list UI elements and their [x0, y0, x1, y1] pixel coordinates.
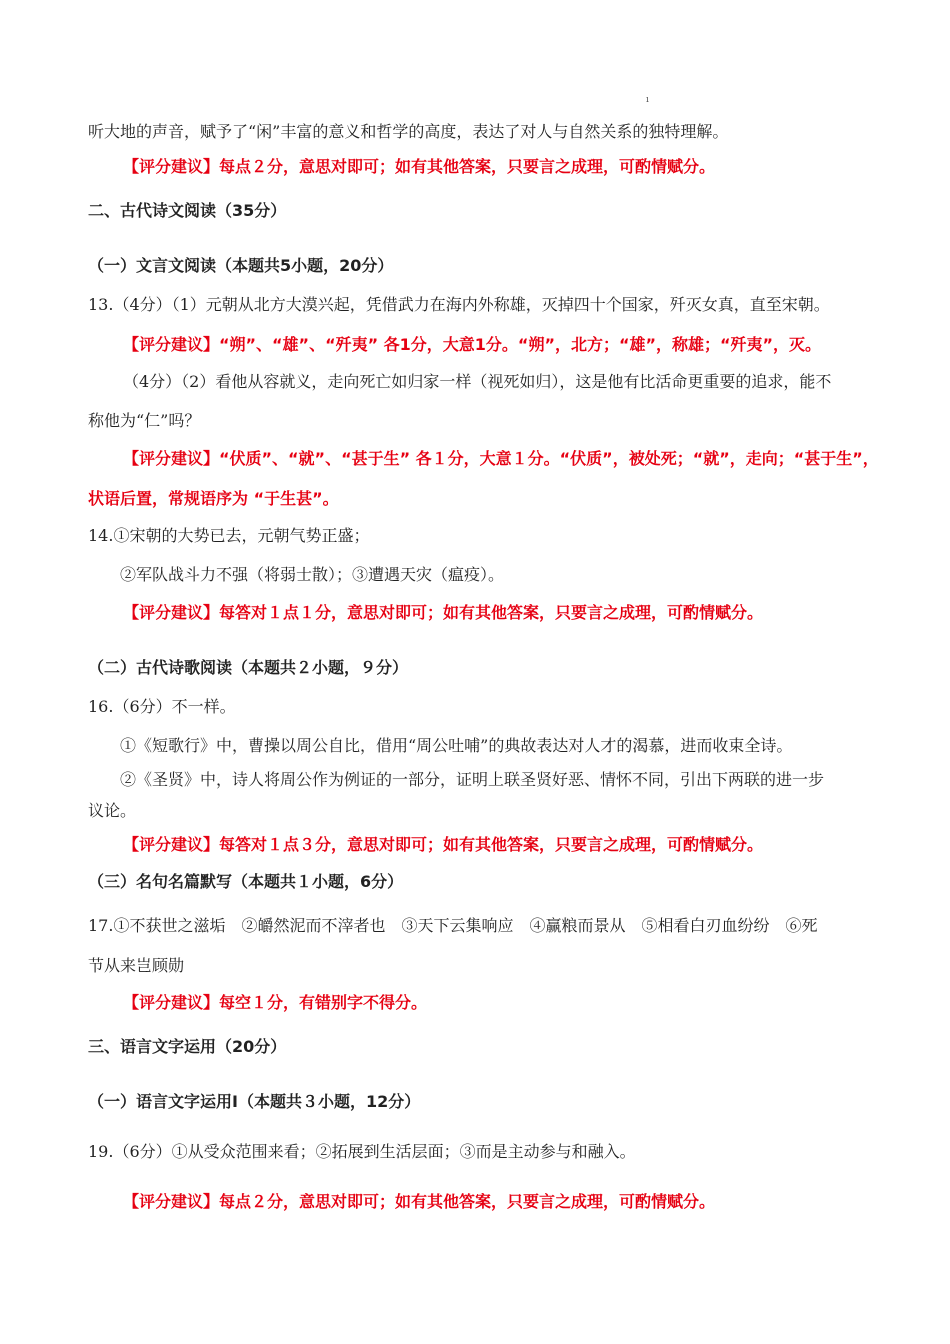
answer-text: ②《圣贤》中，诗人将周公作为例证的一部分，证明上联圣贤好恶、情怀不同，引出下两联的进一步	[120, 770, 825, 789]
page-mark: ı	[646, 95, 649, 105]
answer-text: 17.①不获世之滋垢 ②皭然泥而不滓者也 ③天下云集响应 ④赢粮而景从 ⑤相看白刃血纷纷 ⑥死	[88, 916, 818, 935]
scoring-note: 【评分建议】“伏质”、“就”、“甚于生” 各１分，大意１分。“伏质”，被处死；“就”，走向；“甚于生”，	[123, 449, 879, 468]
scoring-note: 【评分建议】每答对１点１分，意思对即可；如有其他答案，只要言之成理，可酌情赋分。	[123, 603, 764, 622]
answer-text: 16.（6分）不一样。	[88, 697, 236, 716]
scoring-note: 【评分建议】每点２分，意思对即可；如有其他答案，只要言之成理，可酌情赋分。	[123, 1192, 716, 1211]
answer-text: 19.（6分）①从受众范围来看；②拓展到生活层面；③而是主动参与和融入。	[88, 1142, 636, 1161]
section-heading: 二、古代诗文阅读（35分）	[88, 201, 287, 220]
subsection-heading: （一）语言文字运用Ⅰ（本题共３小题，12分）	[88, 1092, 421, 1111]
subsection-heading: （一）文言文阅读（本题共5小题，20分）	[88, 256, 394, 275]
subsection-heading: （三）名句名篇默写（本题共１小题，6分）	[88, 872, 404, 891]
continuation-text: 听大地的声音，赋予了“闲”丰富的意义和哲学的高度，表达了对人与自然关系的独特理解。	[88, 122, 729, 141]
scoring-note: 【评分建议】每点２分，意思对即可；如有其他答案，只要言之成理，可酌情赋分。	[123, 157, 716, 176]
scoring-note: 【评分建议】每答对１点３分，意思对即可；如有其他答案，只要言之成理，可酌情赋分。	[123, 835, 764, 854]
section-heading: 三、语言文字运用（20分）	[88, 1037, 287, 1056]
answer-text: （4分）（2）看他从容就义，走向死亡如归家一样（视死如归），这是他有比活命更重要的追求，能不	[123, 372, 832, 391]
answer-text: ①《短歌行》中，曹操以周公自比，借用“周公吐哺”的典故表达对人才的渴慕，进而收束全诗。	[120, 736, 793, 755]
answer-text: 议论。	[88, 801, 137, 820]
scoring-note: 状语后置，常规语序为 “于生甚”。	[88, 489, 339, 508]
answer-text: 14.①宋朝的大势已去，元朝气势正盛；	[88, 526, 370, 545]
answer-text: ②军队战斗力不强（将弱士散）；③遭遇天灾（瘟疫）。	[120, 565, 505, 584]
scoring-note: 【评分建议】“朔”、“雄”、“歼夷” 各1分，大意1分。“朔”，北方；“雄”，称雄；“歼夷”，灭。	[123, 335, 822, 354]
answer-text: 13.（4分）（1）元朝从北方大漠兴起，凭借武力在海内外称雄，灭掉四十个国家，歼灭女真，直至宋朝。	[88, 295, 830, 314]
subsection-heading: （二）古代诗歌阅读（本题共２小题，９分）	[88, 658, 409, 677]
answer-text: 称他为“仁”吗？	[88, 411, 201, 430]
scoring-note: 【评分建议】每空１分，有错别字不得分。	[123, 993, 428, 1012]
answer-text: 节从来岂顾勋	[88, 956, 185, 975]
